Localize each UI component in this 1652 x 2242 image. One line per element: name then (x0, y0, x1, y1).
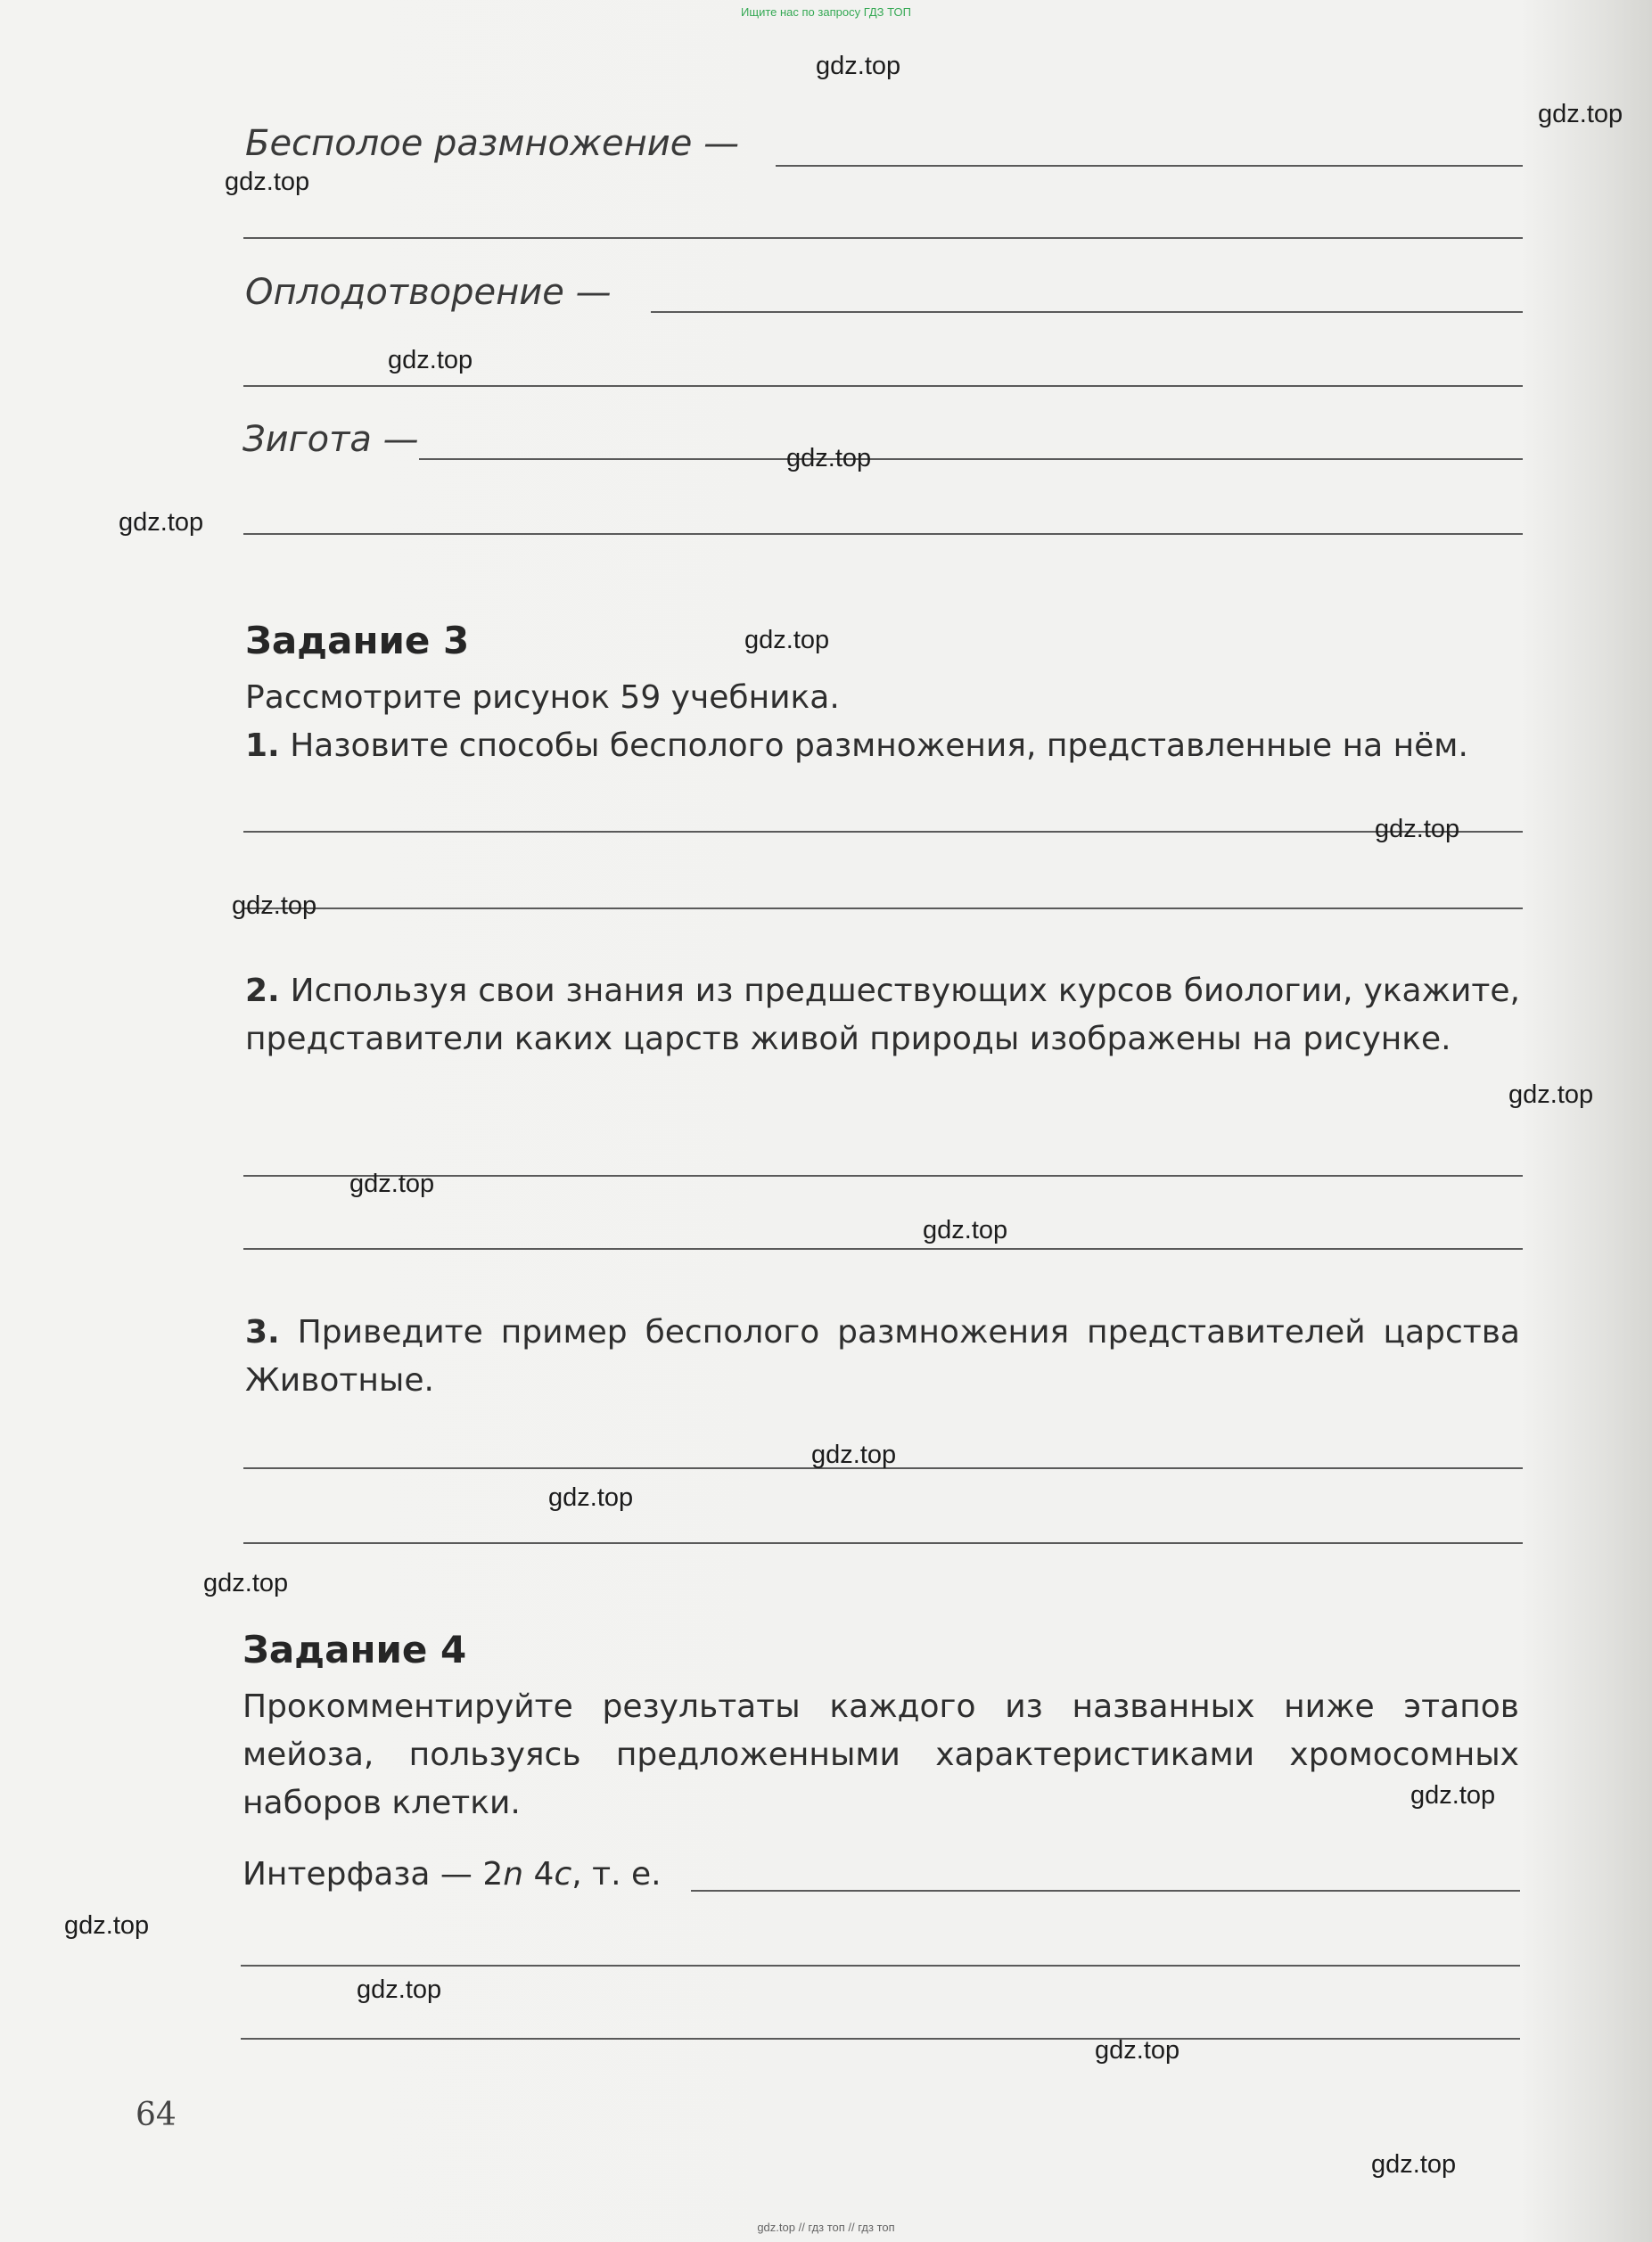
term-fertilization: Оплодотворение — (245, 272, 612, 313)
task4-intro: Прокомментируйте результаты каждого из названных ниже этапов мейоза, пользуясь предложенными характеристиками хромосомных наборов клетки. (242, 1688, 1519, 1821)
task4-title: Задание 4 (242, 1628, 467, 1671)
watermark: gdz.top (203, 1569, 289, 1597)
question-number: 1. (245, 727, 280, 764)
answer-line[interactable] (776, 165, 1523, 167)
watermark: gdz.top (744, 626, 830, 654)
question-number: 3. (245, 1314, 280, 1351)
answer-line[interactable] (241, 2038, 1520, 2040)
answer-line[interactable] (243, 1542, 1523, 1544)
interphase-suffix: , т. е. (571, 1856, 662, 1893)
watermark: gdz.top (1410, 1781, 1496, 1810)
task3-intro: Рассмотрите рисунок 59 учебника. (245, 679, 840, 716)
question-number: 2. (245, 973, 280, 1009)
top-search-note: Ищите нас по запросу ГДЗ ТОП (741, 5, 911, 19)
interphase-prefix: Интерфаза — 2 (242, 1856, 504, 1893)
answer-line[interactable] (241, 1965, 1520, 1967)
answer-line[interactable] (243, 385, 1523, 387)
term-zygote: Зигота — (242, 419, 419, 460)
answer-line[interactable] (243, 831, 1523, 833)
interphase-label (242, 1851, 662, 1899)
question-text: Назовите способы бесполого размножения, представленные на нём. (290, 727, 1468, 764)
page-number: 64 (136, 2097, 177, 2133)
interphase-mid: 4 (523, 1856, 555, 1893)
term-asexual-reproduction: Бесполое размножение — (245, 123, 740, 164)
watermark: gdz.top (1538, 100, 1623, 128)
answer-line[interactable] (419, 458, 1523, 460)
watermark: gdz.top (811, 1441, 897, 1469)
bottom-note: gdz.top // гдз топ // гдз топ (757, 2221, 895, 2234)
answer-line[interactable] (243, 1175, 1523, 1177)
watermark: gdz.top (1375, 815, 1460, 843)
answer-line[interactable] (691, 1890, 1520, 1892)
question-text: Приведите пример бесполого размножения представителей царства Животные. (245, 1314, 1520, 1399)
answer-line[interactable] (243, 1248, 1523, 1250)
watermark: gdz.top (1371, 2150, 1457, 2179)
watermark: gdz.top (225, 168, 310, 196)
watermark: gdz.top (786, 444, 872, 472)
watermark: gdz.top (1508, 1080, 1594, 1109)
answer-line[interactable] (243, 907, 1523, 909)
answer-line[interactable] (243, 237, 1523, 239)
watermark: gdz.top (232, 891, 317, 920)
watermark: gdz.top (923, 1216, 1008, 1244)
task3-question-1 (245, 722, 1520, 770)
question-text: Используя свои знания из предшествующих курсов биологии, укажите, представители каких царств живой природы изображены на рисунке. (245, 973, 1520, 1057)
task3-title: Задание 3 (245, 619, 470, 662)
task3-question-2 (245, 967, 1520, 1064)
answer-line[interactable] (651, 311, 1523, 313)
watermark: gdz.top (64, 1911, 150, 1940)
task3-question-3 (245, 1309, 1520, 1405)
watermark: gdz.top (816, 52, 901, 80)
watermark: gdz.top (548, 1483, 634, 1512)
chromatid-c: c (554, 1856, 572, 1893)
chromosome-n: n (503, 1856, 524, 1893)
watermark: gdz.top (119, 508, 204, 537)
watermark: gdz.top (357, 1975, 442, 2004)
watermark: gdz.top (388, 346, 473, 374)
watermark: gdz.top (1095, 2036, 1180, 2065)
watermark: gdz.top (349, 1170, 435, 1198)
answer-line[interactable] (243, 533, 1523, 535)
